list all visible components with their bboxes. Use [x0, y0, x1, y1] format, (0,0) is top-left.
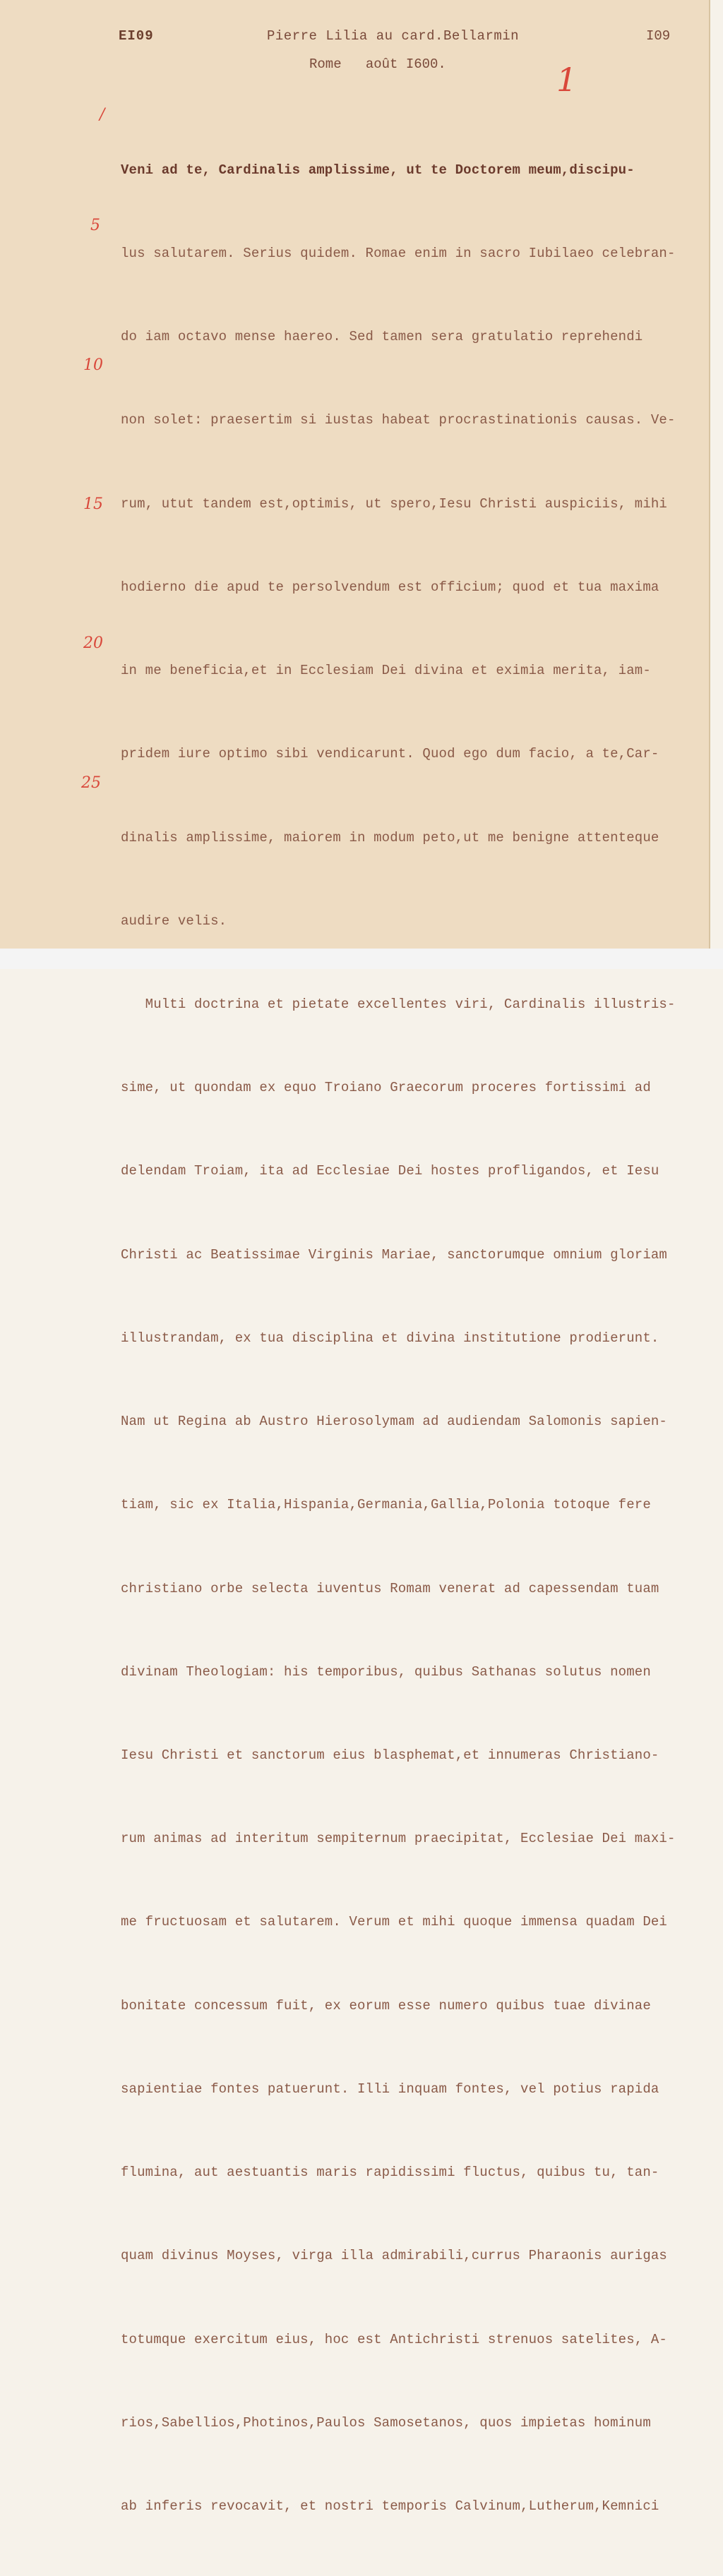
body-line: in me beneficia,et in Ecclesiam Dei divina et eximia merita, iam-: [121, 663, 651, 679]
body-line: hodierno die apud te persolvendum est officium; quod et tua maxima: [121, 579, 659, 595]
body-line: quam divinus Moyses, virga illa admirabili,currus Pharaonis aurigas: [121, 2248, 667, 2264]
body-line: Nam ut Regina ab Austro Hierosolymam ad audiendam Salomonis sapien-: [121, 1414, 667, 1430]
body-line: flumina, aut aestuantis maris rapidissimi fluctus, quibus tu, tan-: [121, 2165, 659, 2181]
margin-number-5: 5: [90, 217, 100, 234]
margin-number-20: 20: [83, 634, 103, 652]
body-line: non solet: praesertim si iustas habeat procrastinationis causas. Ve-: [121, 412, 676, 428]
margin-number-15: 15: [83, 495, 103, 513]
body-line: delendam Troiam, ita ad Ecclesiae Dei hostes profligandos, et Iesu: [121, 1163, 659, 1179]
body-line: illustrandam, ex tua disciplina et divina institutione prodierunt.: [121, 1330, 659, 1346]
handwritten-page-mark: 1: [556, 61, 578, 99]
body-line: do iam octavo mense haereo. Sed tamen sera gratulatio reprehendi: [121, 329, 643, 345]
body-line: lus salutarem. Serius quidem. Romae enim in sacro Iubilaeo celebran-: [121, 246, 676, 262]
body-line: rum animas ad interitum sempiternum praecipitat, Ecclesiae Dei maxi-: [121, 1831, 676, 1847]
body-line: sapientiae fontes patuerunt. Illi inquam fontes, vel potius rapida: [121, 2081, 659, 2097]
margin-mark-line-1: /: [100, 106, 105, 124]
body-line: audire velis.: [121, 913, 227, 929]
margin-number-25: 25: [81, 774, 101, 792]
margin-number-10: 10: [83, 356, 103, 374]
body-line: bonitate concessum fuit, ex eorum esse numero quibus tuae divinae: [121, 1997, 651, 2014]
body-line: Iesu Christi et sanctorum eius blasphemat,et innumeras Christiano-: [121, 1747, 659, 1763]
body-line: pridem iure optimo sibi vendicarunt. Quod ego dum facio, a te,Car-: [121, 746, 659, 762]
body-line: divinam Theologiam: his temporibus, quibus Sathanas solutus nomen: [121, 1663, 651, 1680]
letter-body: [121, 101, 707, 2576]
body-line: rios,Sabellios,Photinos,Paulos Samosetanos, quos impietas hominum: [121, 2414, 651, 2431]
folio-number: EI09: [119, 28, 154, 44]
body-line: Veni ad te, Cardinalis amplissime, ut te Doctorem meum,discipu-: [121, 162, 635, 178]
body-line: christiano orbe selecta iuventus Romam venerat ad capessendam tuam: [121, 1580, 659, 1596]
body-line: tiam, sic ex Italia,Hispania,Germania,Gallia,Polonia totoque fere: [121, 1497, 651, 1513]
body-line: rum, utut tandem est,optimis, ut spero,Iesu Christi auspiciis, mihi: [121, 495, 667, 512]
scan-bottom-margin: [0, 949, 723, 969]
body-line: sime, ut quondam ex equo Troiano Graecorum proceres fortissimi ad: [121, 1080, 651, 1096]
body-line: dinalis amplissime, maiorem in modum peto,ut me benigne attenteque: [121, 829, 659, 845]
body-line: totumque exercitum eius, hoc est Antichristi strenuos satelites, A-: [121, 2331, 667, 2347]
body-line: Multi doctrina et pietate excellentes viri, Cardinalis illustris-: [121, 997, 676, 1012]
body-line: Christi ac Beatissimae Virginis Mariae, sanctorumque omnium gloriam: [121, 1246, 667, 1263]
body-line: me fructuosam et salutarem. Verum et mihi quoque immensa quadam Dei: [121, 1914, 667, 1930]
letter-title: Pierre Lilia au card.Bellarmin: [267, 28, 520, 44]
body-line: ab inferis revocavit, et nostri temporis Calvinum,Lutherum,Kemnici: [121, 2498, 659, 2514]
page-number: I09: [646, 28, 671, 44]
place-date: Rome août I600.: [309, 56, 446, 72]
